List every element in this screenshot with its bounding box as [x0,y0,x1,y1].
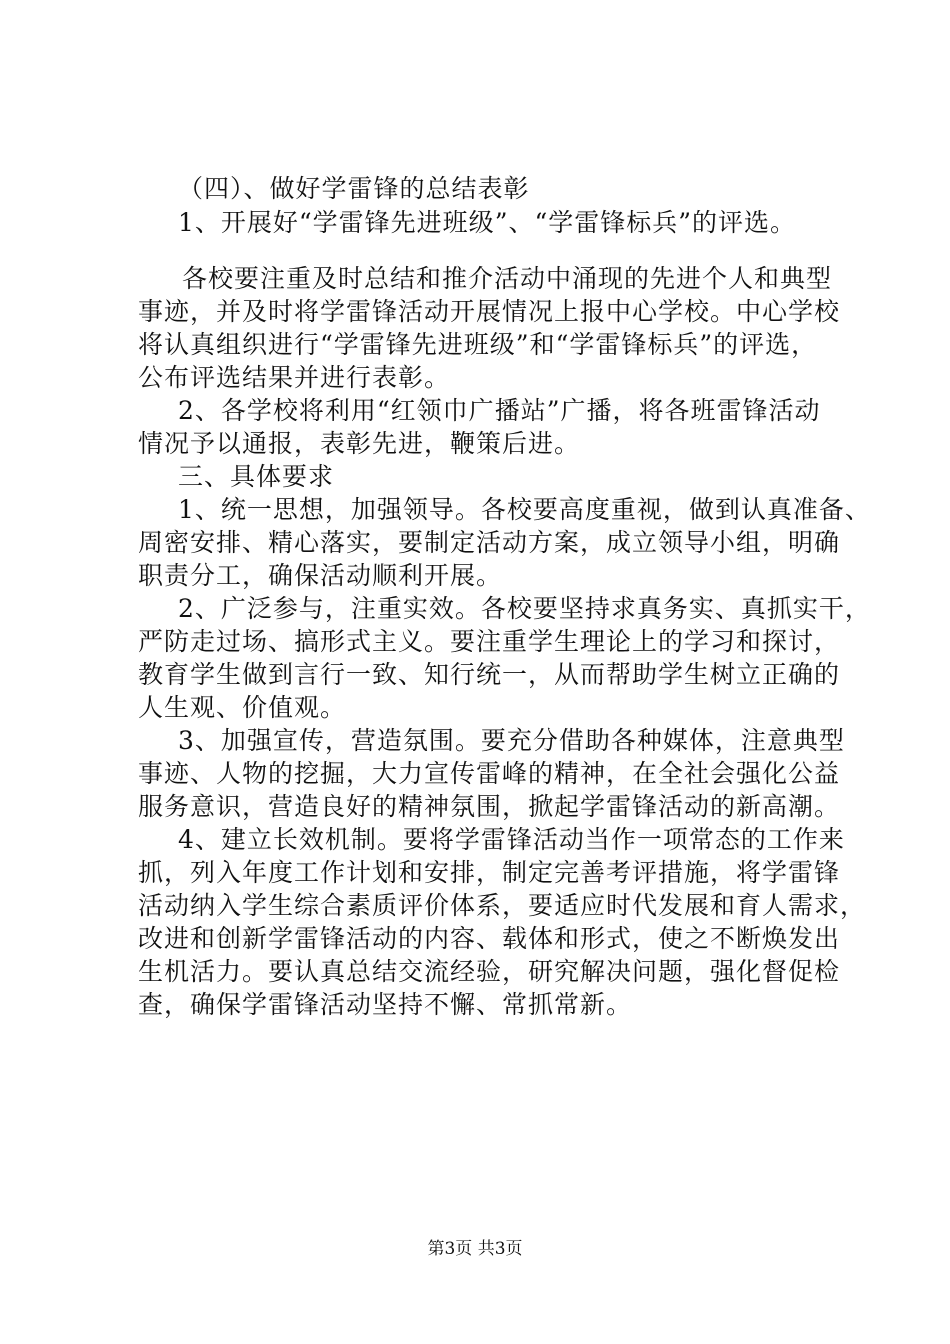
paragraph-line: 教育学生做到言行一致、知行统一，从而帮助学生树立正确的 [138,660,841,689]
section-heading-four: （四）、做好学雷锋的总结表彰 [178,174,530,203]
paragraph-line: 1、统一思想，加强领导。各校要高度重视，做到认真准备、 [178,495,871,524]
paragraph-line: 查，确保学雷锋活动坚持不懈、常抓常新。 [138,990,633,1019]
paragraph-line: 人生观、价值观。 [138,693,347,722]
paragraph-line: 2、各学校将利用“红领巾广播站”广播，将各班雷锋活动 [178,396,821,425]
paragraph-line: 将认真组织进行“学雷锋先进班级”和“学雷锋标兵”的评选， [138,330,818,359]
paragraph-line: 2、广泛参与，注重实效。各校要坚持求真务实、真抓实干， [178,594,871,623]
paragraph-line: 活动纳入学生综合素质评价体系，要适应时代发展和育人需求， [138,891,867,920]
paragraph-line: 各校要注重及时总结和推介活动中涌现的先进个人和典型 [182,264,833,293]
paragraph-line: 4、建立长效机制。要将学雷锋活动当作一项常态的工作来 [178,825,845,854]
paragraph-line: 抓，列入年度工作计划和安排，制定完善考评措施，将学雷锋 [138,858,841,887]
paragraph-line: 生机活力。要认真总结交流经验，研究解决问题，强化督促检 [138,957,841,986]
paragraph-line: 公布评选结果并进行表彰。 [138,363,451,392]
paragraph-line: 严防走过场、搞形式主义。要注重学生理论上的学习和探讨， [138,627,841,656]
paragraph-line: 周密安排、精心落实，要制定活动方案，成立领导小组，明确 [138,528,841,557]
paragraph-line: 改进和创新学雷锋活动的内容、载体和形式，使之不断焕发出 [138,924,841,953]
section-heading-three: 三、具体要求 [178,462,335,491]
paragraph-line: 1、开展好“学雷锋先进班级”、“学雷锋标兵”的评选。 [178,208,797,237]
paragraph-line: 情况予以通报，表彰先进，鞭策后进。 [138,429,581,458]
paragraph-line: 3、加强宣传，营造氛围。要充分借助各种媒体，注意典型 [178,726,845,755]
page-number-footer: 第3页 共3页 [427,1239,523,1259]
paragraph-line: 事迹，并及时将学雷锋活动开展情况上报中心学校。中心学校 [138,297,841,326]
paragraph-line: 事迹、人物的挖掘，大力宣传雷峰的精神，在全社会强化公益 [138,759,841,788]
paragraph-line: 服务意识，营造良好的精神氛围，掀起学雷锋活动的新高潮。 [138,792,841,821]
paragraph-line: 职责分工，确保活动顺利开展。 [138,561,503,590]
